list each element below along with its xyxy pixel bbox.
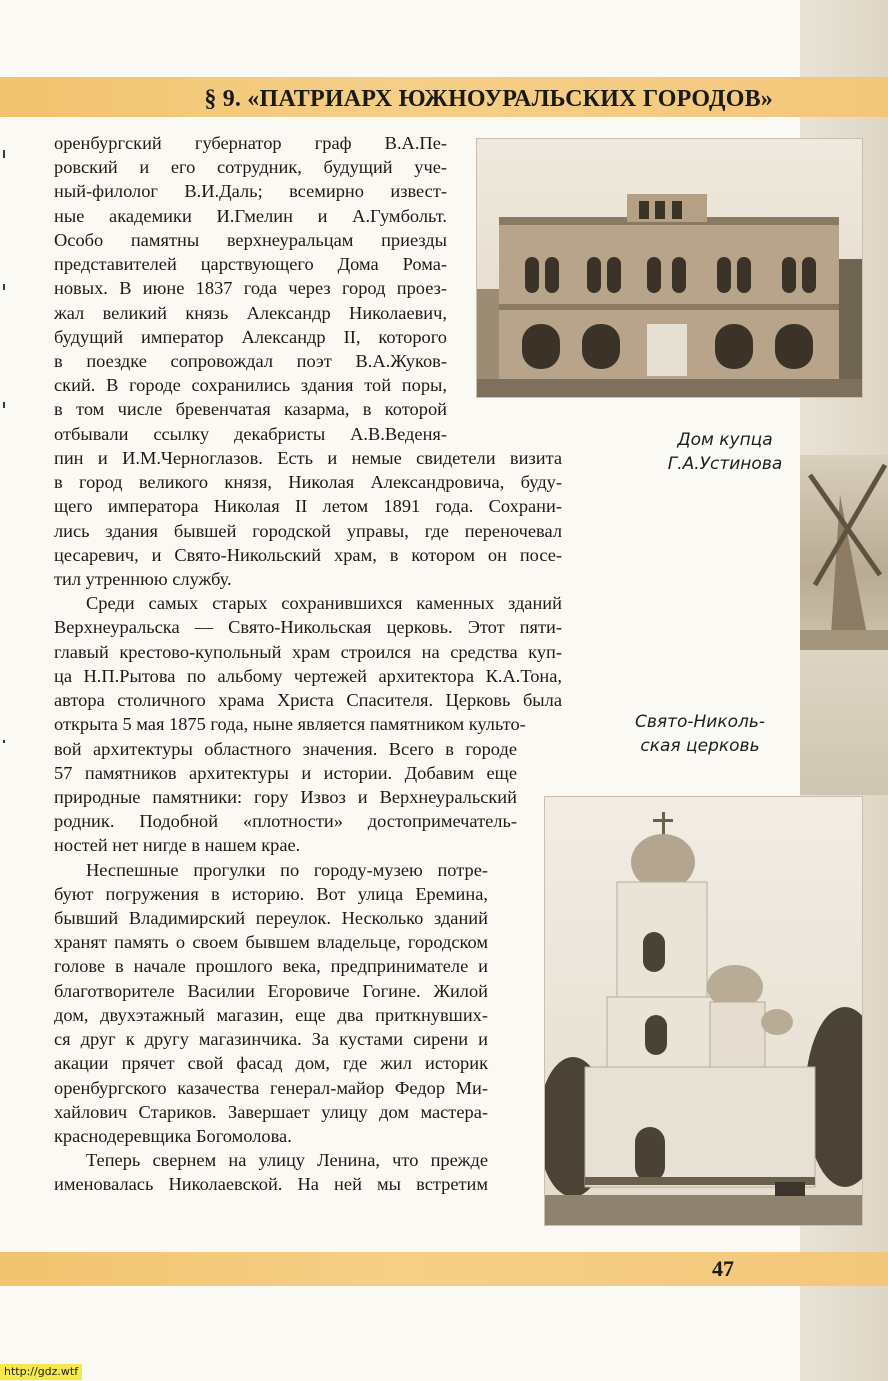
watermark-link[interactable]: http://gdz.wtf — [0, 1364, 82, 1380]
windmill-decor-photo — [800, 455, 888, 650]
text-line: ный-филолог В.И.Даль; всемирно извест- — [54, 181, 447, 202]
text-line: Неспешные прогулки по городу-музею потре- — [86, 859, 488, 880]
text-line: Среди самых старых сохранившихся каменных зданий — [86, 593, 562, 614]
text-line: в город великого князя, Николая Александровича, буду- — [54, 472, 562, 493]
text-line: Теперь свернем на улицу Ленина, что прежде — [86, 1150, 488, 1171]
text-line: жал великий князь Александр Николаевич, — [54, 302, 447, 323]
text-line: новых. В июне 1837 года через город проез- — [54, 278, 447, 299]
text-line: открыта 5 мая 1875 года, ныне является памятником культо- — [54, 714, 526, 735]
edge-mark — [3, 740, 5, 743]
text-line: именовалась Николаевской. На ней мы встретим — [54, 1174, 488, 1195]
photo1-caption-line2: Г.А.Устинова — [667, 454, 783, 474]
text-line: пин и И.М.Черноглазов. Есть и немые свидетели визита — [54, 447, 562, 468]
text-line: вой архитектуры областного значения. Всего в городе — [54, 738, 517, 759]
text-line: буют погружения в историю. Вот улица Еремина, — [54, 883, 488, 904]
photo2-caption-line1: Свято-Николь- — [634, 712, 766, 732]
text-line: ский. В городе сохранились здания той поры, — [54, 375, 447, 396]
text-line: благотворителе Василии Егоровиче Гогине. Жилой — [54, 980, 488, 1001]
page-number: 47 — [712, 1256, 734, 1281]
footer-band — [0, 1252, 888, 1286]
church-photo — [545, 797, 862, 1225]
text-line: в том числе бревенчатая казарма, в которой — [54, 399, 447, 420]
text-line: представителей царствующего Дома Рома- — [54, 254, 447, 275]
field-decor-photo — [800, 650, 888, 795]
section-title: § 9. «ПАТРИАРХ ЮЖНОУРАЛЬСКИХ ГОРОДОВ» — [204, 86, 773, 112]
text-line: будущий император Александр II, которого — [54, 326, 447, 347]
text-line: ровский и его сотрудник, будущий уче- — [54, 157, 447, 178]
text-line: цесаревич, и Свято-Никольский храм, в котором он посе- — [54, 544, 562, 565]
text-line: родник. Подобной «плотности» достопримечатель- — [54, 811, 517, 832]
text-line: краснодеревщика Богомолова. — [54, 1126, 292, 1147]
text-line: тил утреннюю службу. — [54, 568, 232, 589]
edge-mark — [3, 150, 5, 158]
text-line: лись здания бывшей городской управы, где переночевал — [54, 520, 562, 541]
text-line: в поездке сопровождал поэт В.А.Жуков- — [54, 350, 447, 371]
text-line: акации прячет свой фасад дом, где жил историк — [54, 1053, 488, 1074]
text-line: Верхнеуральска — Свято-Никольская церковь. Этот пяти- — [54, 617, 562, 638]
text-line: щего императора Николая II летом 1891 года. Сохрани- — [54, 496, 562, 517]
text-line: главый крестово-купольный храм строился на средства куп- — [54, 641, 562, 662]
text-line: ца Н.П.Рытова по альбому чертежей архитектора К.А.Тона, — [54, 665, 562, 686]
photo1-caption-line1: Дом купца — [677, 430, 773, 450]
photo2-caption-line2: ская церковь — [640, 736, 760, 756]
text-line: автора столичного храма Христа Спасителя. Церковь была — [54, 690, 562, 711]
text-line: 57 памятников архитектуры и истории. Добавим еще — [54, 762, 517, 783]
text-line: дом, двухэтажный магазин, еще два приткнувших- — [54, 1004, 488, 1025]
text-line: ностей нет нигде в нашем крае. — [54, 835, 301, 856]
merchant-house-photo — [477, 139, 862, 397]
text-line: отбывали ссылку декабристы А.В.Веденя- — [54, 423, 447, 444]
text-line: бывший Владимирский переулок. Несколько зданий — [54, 908, 488, 929]
edge-mark — [3, 284, 5, 290]
text-line: ся друг к другу магазинчика. За кустами сирени и — [54, 1029, 488, 1050]
text-line: ные академики И.Гмелин и А.Гумбольт. — [54, 205, 447, 226]
text-line: хайлович Стариков. Завершает улицу дом мастера- — [54, 1101, 488, 1122]
text-line: оренбургский губернатор граф В.А.Пе- — [54, 133, 447, 153]
text-line: природные памятники: гору Извоз и Верхнеуральский — [54, 786, 517, 807]
text-line: голове в начале прошлого века, предпринимателе и — [54, 956, 488, 977]
text-line: оренбургского казачества генерал-майор Федор Ми- — [54, 1077, 488, 1098]
edge-mark — [3, 402, 5, 408]
text-line: Особо памятны верхнеуральцам приезды — [54, 229, 447, 250]
text-line: хранят память о своем бывшем владельце, городском — [54, 932, 488, 953]
